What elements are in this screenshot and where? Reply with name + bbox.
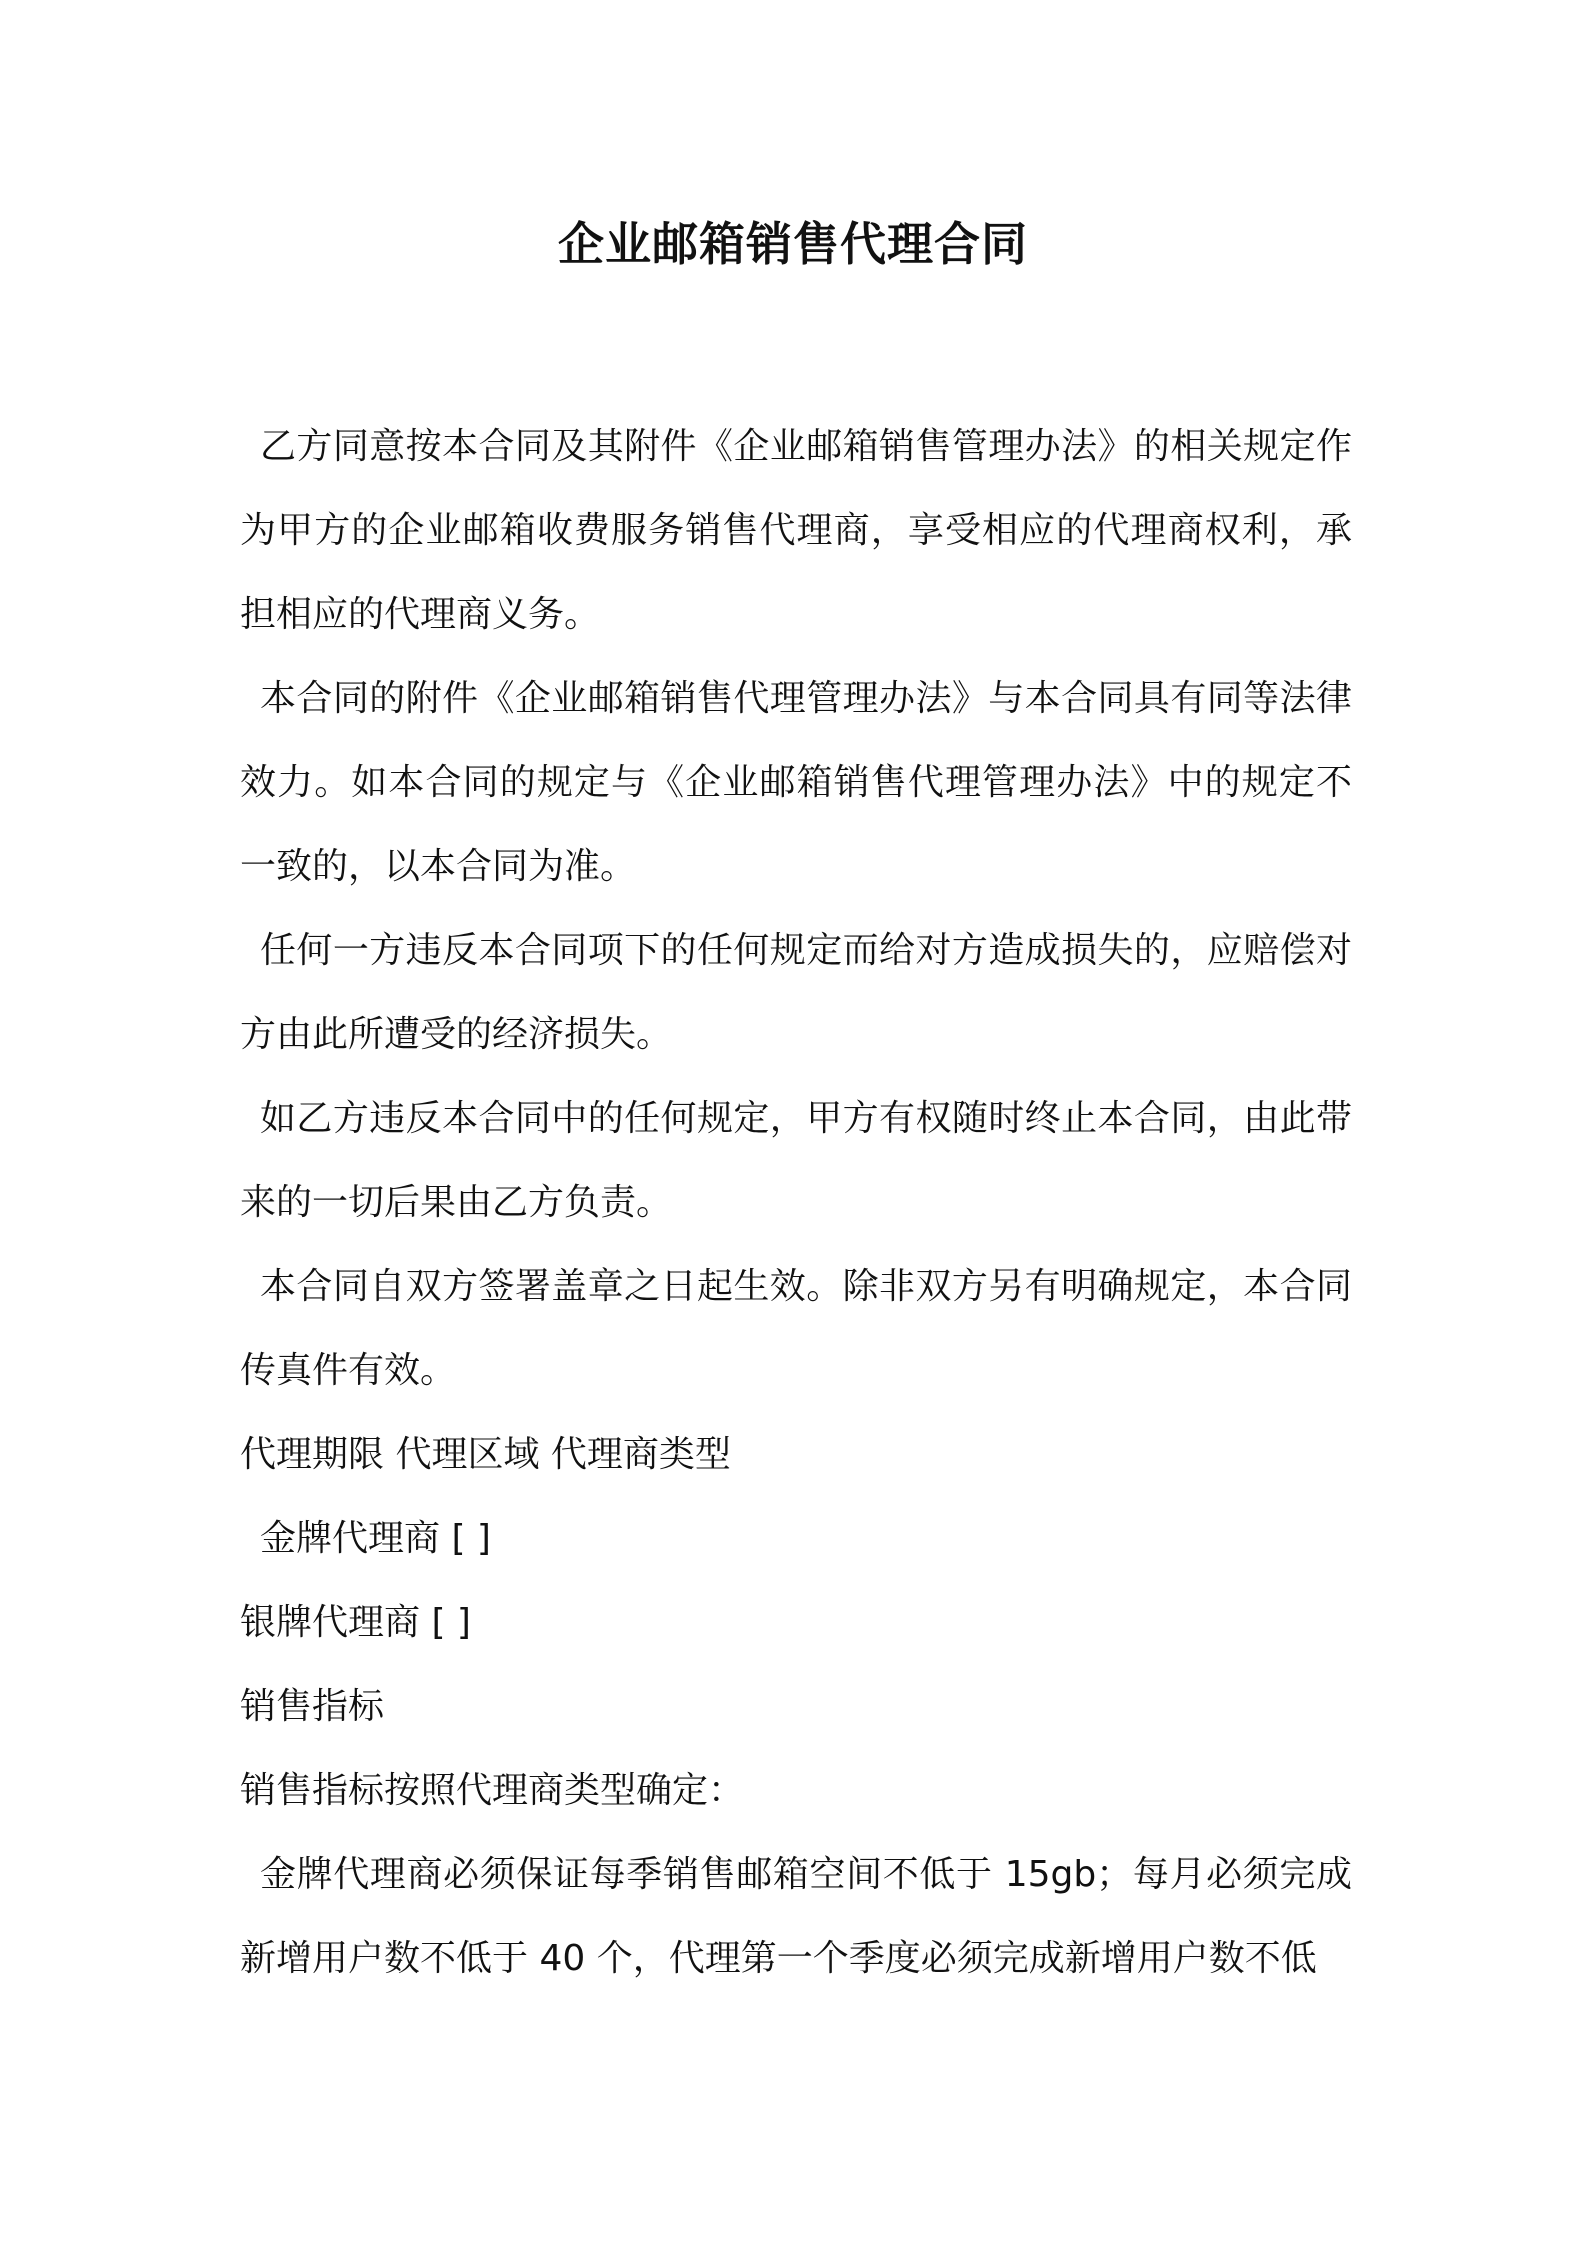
sales-target-heading: 销售指标 bbox=[240, 1686, 385, 1727]
paragraph-effective-date: 本合同自双方签署盖章之日起生效。除非双方另有明确规定，本合同传真件有效。 bbox=[240, 1266, 1352, 1391]
sales-target-intro: 销售指标按照代理商类型确定： bbox=[240, 1770, 745, 1811]
paragraph-termination: 如乙方违反本合同中的任何规定，甲方有权随时终止本合同，由此带来的一切后果由乙方负责。 bbox=[240, 1098, 1352, 1223]
gold-agent-option: 金牌代理商 [ ] bbox=[260, 1518, 491, 1559]
gold-agent-target: 金牌代理商必须保证每季销售邮箱空间不低于 15gb；每月必须完成新增用户数不低于 40 个，代理第一个季度必须完成新增用户数不低 bbox=[240, 1854, 1352, 1979]
paragraph-agency-appointment: 乙方同意按本合同及其附件《企业邮箱销售管理办法》的相关规定作为甲方的企业邮箱收费服务销售代理商，享受相应的代理商权利，承担相应的代理商义务。 bbox=[240, 426, 1352, 635]
paragraph-annex-validity: 本合同的附件《企业邮箱销售代理管理办法》与本合同具有同等法律效力。如本合同的规定与《企业邮箱销售代理管理办法》中的规定不一致的，以本合同为准。 bbox=[240, 678, 1352, 887]
paragraph-breach-compensation: 任何一方违反本合同项下的任何规定而给对方造成损失的，应赔偿对方由此所遭受的经济损失。 bbox=[240, 930, 1352, 1055]
silver-agent-option: 银牌代理商 [ ] bbox=[240, 1602, 471, 1643]
agency-terms-heading: 代理期限 代理区域 代理商类型 bbox=[240, 1434, 731, 1475]
document-body bbox=[240, 405, 1352, 2001]
document-title: 企业邮箱销售代理合同 bbox=[558, 217, 1028, 271]
